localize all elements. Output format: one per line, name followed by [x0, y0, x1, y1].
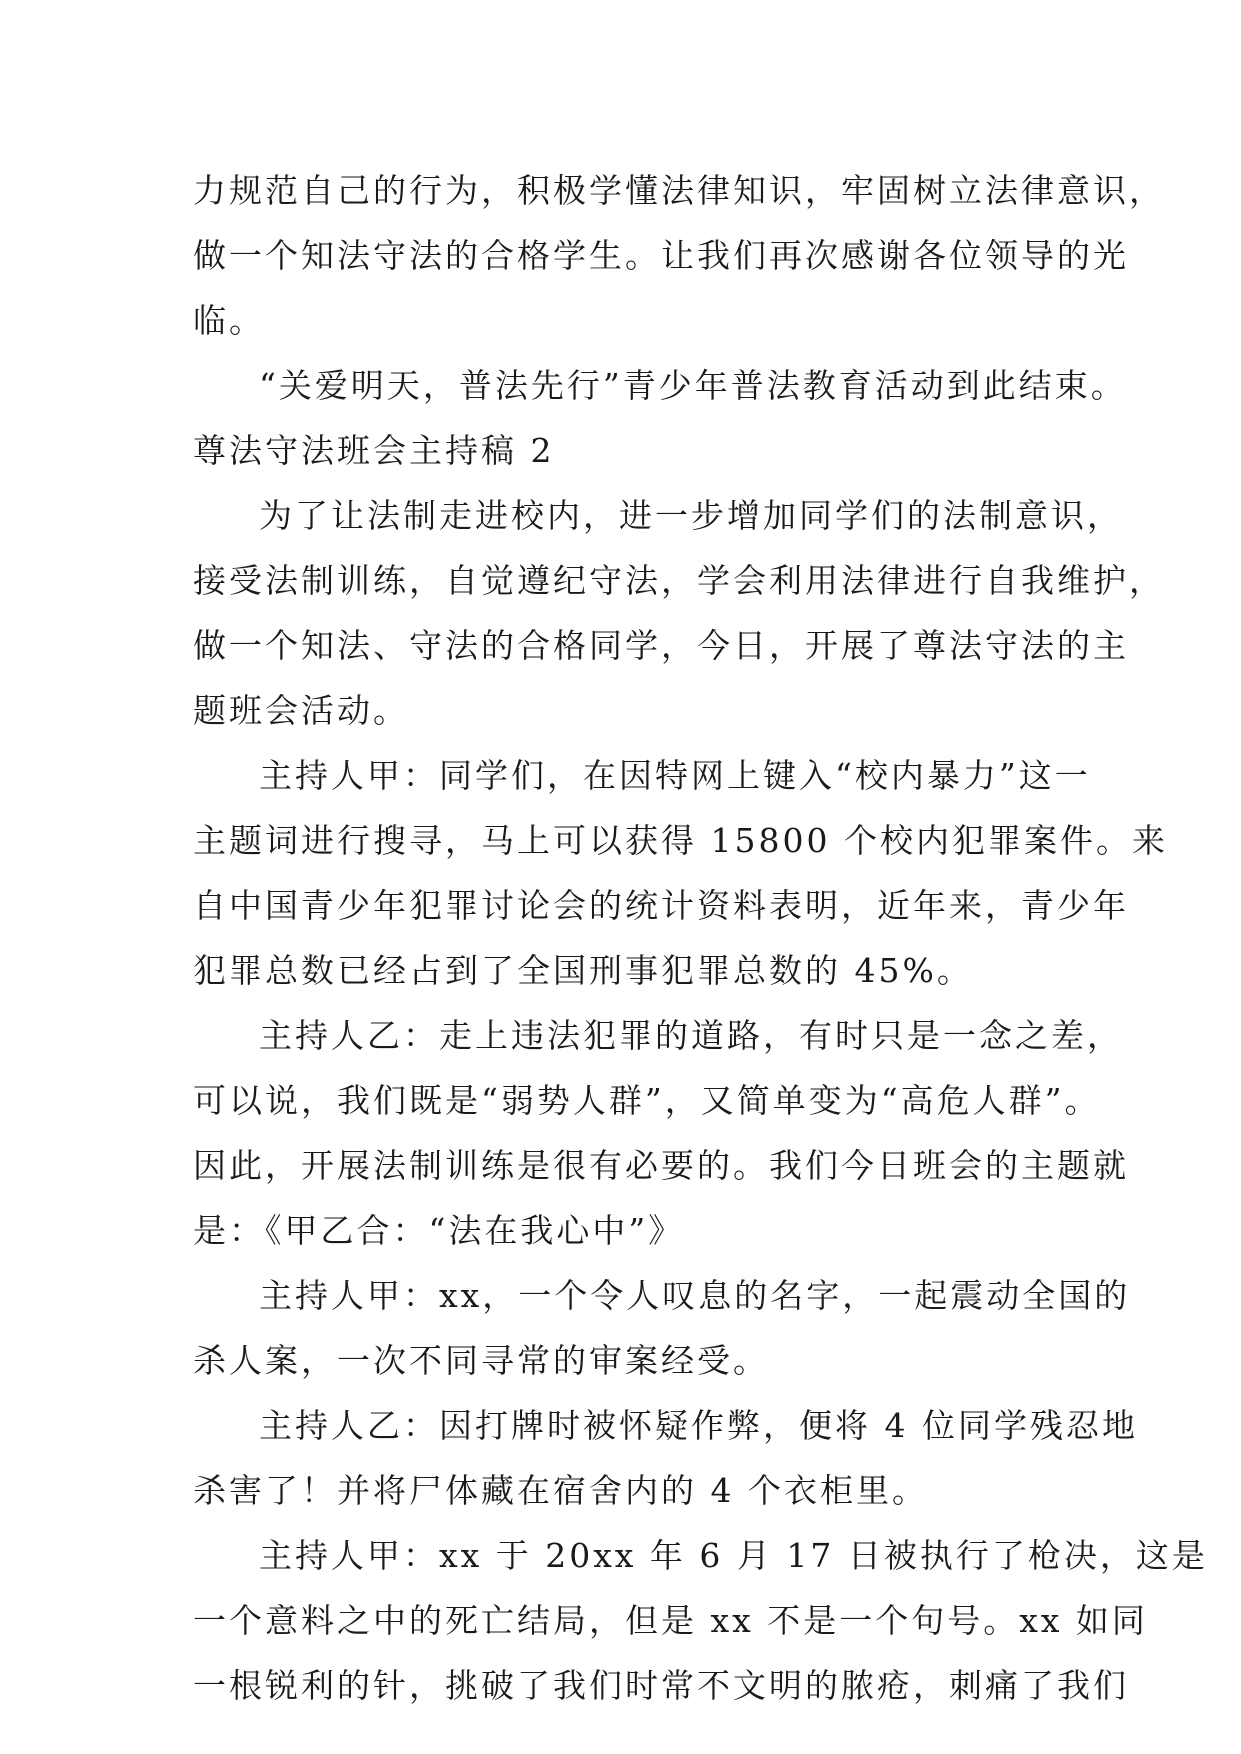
- text-line: 杀人案，一次不同寻常的审案经受。: [193, 1341, 769, 1380]
- paragraph-start-line: 为了让法制走进校内，进一步增加同学们的法制意识，: [259, 496, 1123, 535]
- text-line: 因此，开展法制训练是很有必要的。我们今日班会的主题就: [193, 1146, 1129, 1185]
- paragraph-start-line: 主持人乙：因打牌时被怀疑作弊，便将 4 位同学残忍地: [259, 1406, 1138, 1445]
- text-line: 自中国青少年犯罪讨论会的统计资料表明，近年来，青少年: [193, 886, 1129, 925]
- paragraph-start-line: 主持人乙：走上违法犯罪的道路，有时只是一念之差，: [259, 1016, 1123, 1055]
- text-line: 做一个知法守法的合格学生。让我们再次感谢各位领导的光: [193, 236, 1129, 275]
- text-line: 临。: [193, 301, 265, 340]
- text-line: 是：《甲乙合：“法在我心中”》: [193, 1211, 685, 1250]
- text-line: 接受法制训练，自觉遵纪守法，学会利用法律进行自我维护，: [193, 561, 1165, 600]
- paragraph-start-line: 主持人甲：xx 于 20xx 年 6 月 17 日被执行了枪决，这是: [259, 1536, 1208, 1575]
- paragraph-start-line: “关爱明天，普法先行”青少年普法教育活动到此结束。: [259, 366, 1127, 405]
- text-line: 题班会活动。: [193, 691, 409, 730]
- paragraph-start-line: 主持人甲：同学们，在因特网上键入“校内暴力”这一: [259, 756, 1091, 795]
- text-line: 一根锐利的针，挑破了我们时常不文明的脓疮，刺痛了我们: [193, 1666, 1129, 1705]
- section-heading: 尊法守法班会主持稿 2: [193, 431, 555, 470]
- text-line: 做一个知法、守法的合格同学，今日，开展了尊法守法的主: [193, 626, 1129, 665]
- text-line: 可以说，我们既是“弱势人群”，又简单变为“高危人群”。: [193, 1081, 1101, 1120]
- document-body: [193, 158, 1208, 1718]
- paragraph-start-line: 主持人甲：xx，一个令人叹息的名字，一起震动全国的: [259, 1276, 1131, 1315]
- text-line: 犯罪总数已经占到了全国刑事犯罪总数的 45%。: [193, 951, 973, 990]
- text-line: 力规范自己的行为，积极学懂法律知识，牢固树立法律意识，: [193, 171, 1165, 210]
- text-line: 主题词进行搜寻，马上可以获得 15800 个校内犯罪案件。来: [193, 821, 1168, 860]
- text-line: 一个意料之中的死亡结局，但是 xx 不是一个句号。xx 如同: [193, 1601, 1148, 1640]
- text-line: 杀害了！并将尸体藏在宿舍内的 4 个衣柜里。: [193, 1471, 928, 1510]
